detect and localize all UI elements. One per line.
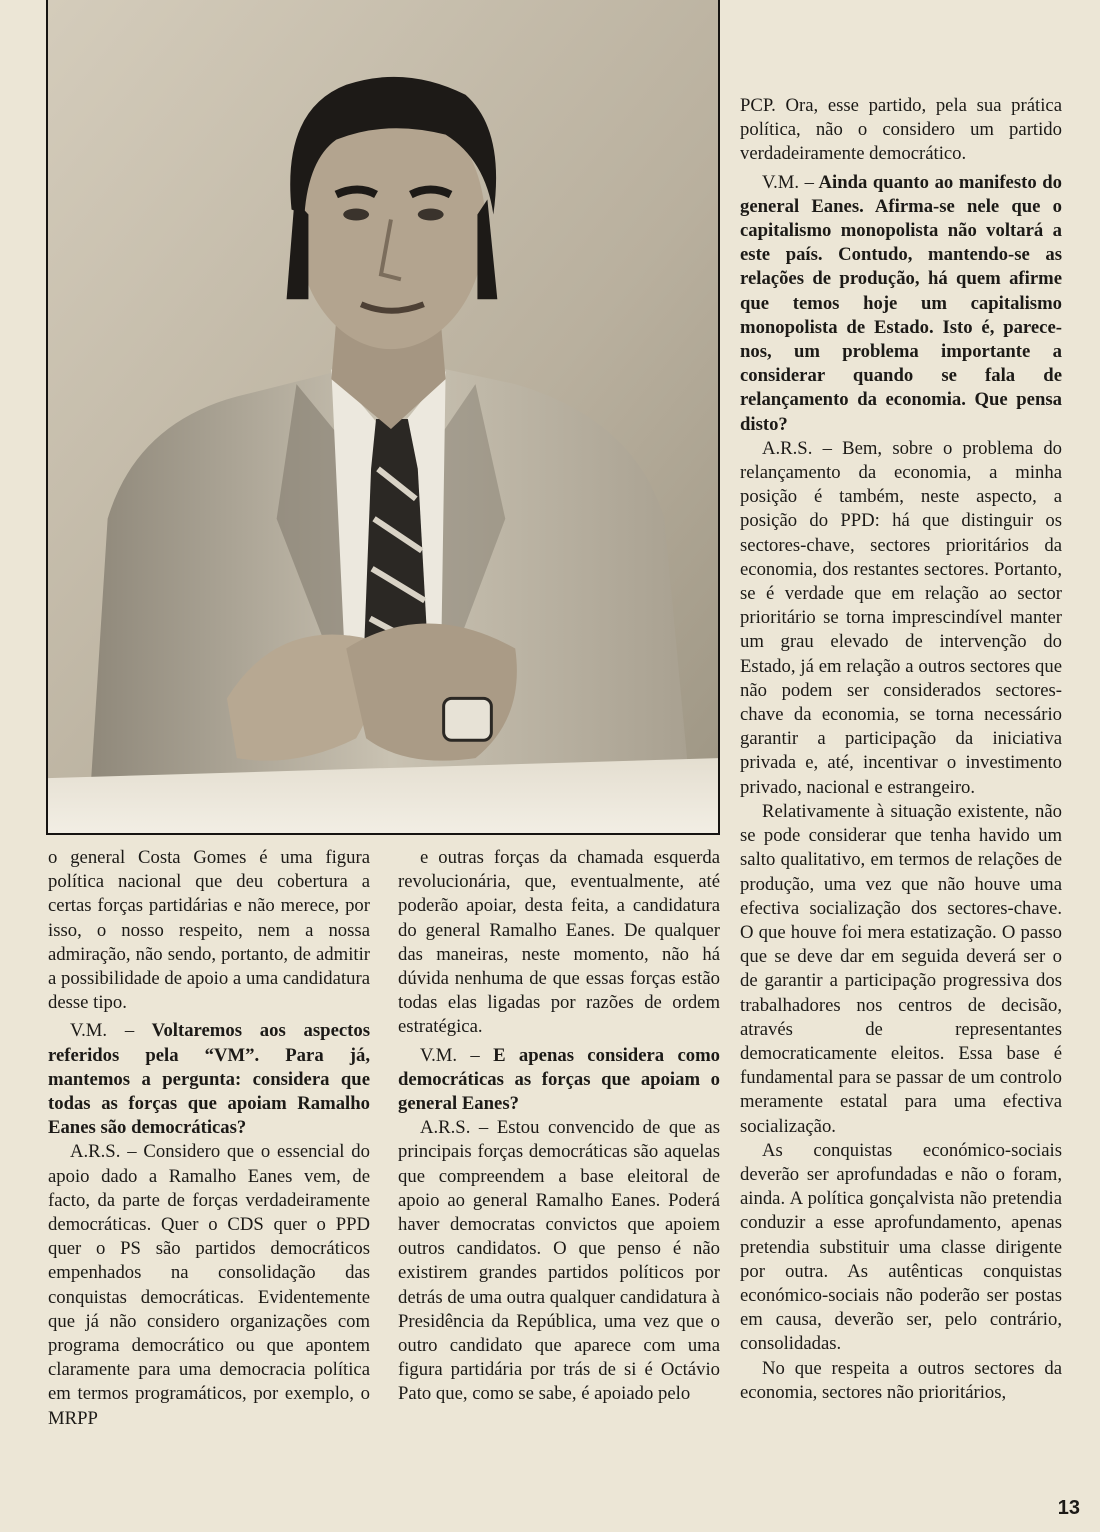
interviewee-answer: [48, 1140, 370, 1430]
speaker-label: V.M. –: [70, 1020, 135, 1042]
page-number: 13: [1057, 1497, 1080, 1519]
interviewee-answer: [740, 437, 1062, 800]
paragraph: e outras forças da chamada esquerda revolucionária, que, eventualmente, até poderão apoiar, desta feita, a candidatura do general Ramalho Eanes. De qualquer das maneiras, neste momento, não há dúvida nenhuma de que essas forças estão todas elas ligadas por razões de ordem estratégica.: [398, 847, 720, 1038]
speaker-label: A.R.S. –: [762, 437, 832, 459]
portrait-illustration: [48, 0, 718, 833]
article-column-right: [740, 94, 1062, 1405]
article-column-middle: [398, 846, 720, 1407]
article-column-left: [48, 846, 370, 1431]
question-text: Ainda quanto ao manifesto do general Eanes. Afirma-se nele que o capitalismo monopolista não voltará a este país. Contudo, mantendo-se as relações de produção, há quem afirme que temos hoje um capitalismo monopolista de Estado. Isto é, parece-nos, um problema importante a considerar quando se fala de relançamento da economia. Que pensa disto?: [740, 171, 1063, 435]
paragraph: As conquistas económico-sociais deverão ser aprofundadas e não o foram, ainda. A política gonçalvista não pretendia conduzir a esse aprofundamento, apenas pretendia substituir uma classe dirigente por outra. As autênticas conquistas económico-sociais não poderão ser postas em causa, deverão ser, pelo contrário, consolidadas.: [740, 1139, 1062, 1355]
paragraph: o general Costa Gomes é uma figura política nacional que deu cobertura a certas forças partidárias e não merece, por isso, o nosso respeito, nem a nossa admiração, não sendo, portanto, de admitir a possibilidade de apoio a uma candidatura desse tipo.: [48, 847, 370, 1014]
interviewer-question: [740, 171, 1062, 437]
paragraph: Relativamente à situação existente, não se pode considerar que tenha havido um salto qualitativo, em termos de relações de produção, uma vez que não houve uma efectiva socialização dos sectores-chave. O que houve foi mera estatização. O passo que se deve dar em seguida deverá ser o de garantir a participação progressiva dos trabalhadores nos centros de decisão, através de representantes democraticamente eleitos. Essa base é fundamental para se passar de um controlo meramente estatal para uma efectiva socialização.: [740, 800, 1062, 1137]
speaker-label: V.M. –: [420, 1044, 480, 1066]
answer-text: Considero que o essencial do apoio dado a Ramalho Eanes vem, de facto, da parte de forças verdadeiramente democráticas. Quer o CDS quer o PPD quer o PS são partidos democráticos empenhados na consolidação das conquistas democráticas. Evidentemente que já não considero organizações com programa democrático ou que apontem claramente para uma democracia política em termos programáticos, por exemplo, o MRPP: [48, 1141, 370, 1429]
question-text: E apenas considera como democráticas as forças que apoiam o general Eanes?: [398, 1044, 721, 1115]
speaker-label: V.M. –: [762, 171, 814, 193]
question-text: Voltaremos aos aspectos referidos pela “VM”. Para já, mantemos a pergunta: considera que todas as forças que apoiam Ramalho Eanes são democráticas?: [48, 1020, 370, 1139]
speaker-label: A.R.S. –: [420, 1117, 489, 1139]
paragraph: PCP. Ora, esse partido, pela sua prática política, não o considero um partido verdadeiramente democrático.: [740, 95, 1062, 165]
interviewee-answer: [398, 1116, 720, 1406]
interviewer-question: [398, 1044, 720, 1117]
answer-text: Estou convencido de que as principais forças democráticas são aquelas que compreendem a base eleitoral de apoio ao general Ramalho Eanes. Poderá haver democratas convictos que apoiem outros candidatos. O que penso é não existirem grandes partidos políticos por detrás de uma outra qualquer candidatura à Presidência da República, uma vez que o outro candidato que aparece com uma figura partidária por trás de si é Octávio Pato que, como se sabe, é apoiado pelo: [398, 1117, 720, 1405]
speaker-label: A.R.S. –: [70, 1141, 137, 1163]
interview-photo: [46, 0, 720, 835]
paragraph: No que respeita a outros sectores da economia, sectores não prioritários,: [740, 1357, 1062, 1403]
interviewer-question: [48, 1019, 370, 1140]
answer-text: Bem, sobre o problema do relançamento da economia, a minha posição é também, neste aspecto, a posição do PPD: há que distinguir os sectores-chave, sectores prioritários da economia, dos restantes sectores. Portanto, se é verdade que em relação ao sector prioritário se torna imprescindível manter um grau elevado de intervenção do Estado, já em relação a outros sectores que não podem ser considerados sectores-chave da economia, se torna necessário garantir a participação da iniciativa privada e, até, incentivar o investimento privado, nacional e estrangeiro.: [740, 437, 1063, 798]
